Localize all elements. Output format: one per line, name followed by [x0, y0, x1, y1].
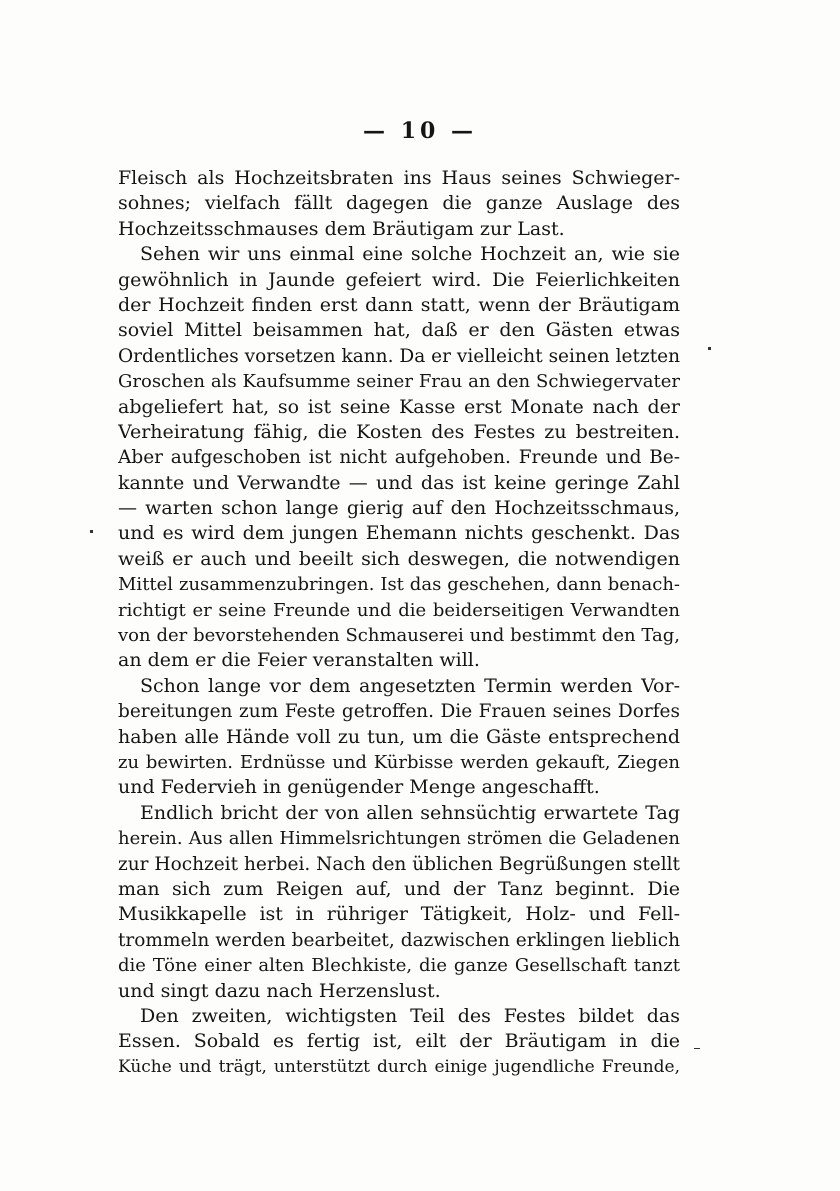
text-line: Sehen wir uns einmal eine solche Hochzeit an, wie sie	[140, 243, 680, 266]
scan-speck	[90, 530, 93, 533]
text-line: an dem er die Feier veranstalten will.	[118, 649, 480, 672]
text-line: Den zweiten, wichtigsten Teil des Festes bildet das	[140, 1004, 680, 1027]
text-line: sohnes; vielfach fällt dagegen die ganze Auslage des	[118, 192, 680, 215]
text-line: Mittel zusammenzubringen. Ist das geschehen, dann benach-	[118, 574, 680, 596]
text-line: Hochzeitsschmauses dem Bräutigam zur Last.	[118, 217, 565, 240]
body-text	[118, 166, 680, 1080]
text-line: Endlich bricht der von allen sehnsüchtig erwartete Tag	[140, 801, 680, 824]
text-line: Küche und trägt, unterstützt durch einige jugendliche Freunde,	[118, 1056, 680, 1077]
text-line: von der bevorstehenden Schmauserei und bestimmt den Tag,	[118, 625, 680, 647]
text-line: weiß er auch und beeilt sich deswegen, die notwendigen	[118, 547, 680, 570]
page-number: — 10 —	[363, 118, 477, 144]
text-line: kannte und Verwandte — und das ist keine geringe Zahl	[118, 471, 680, 494]
text-line: herein. Aus allen Himmelsrichtungen strömen die Geladenen	[118, 828, 680, 850]
text-line: Musikkapelle ist in rühriger Tätigkeit, Holz- und Fell-	[118, 903, 680, 926]
text-line: haben alle Hände voll zu tun, um die Gäste entsprechend	[118, 725, 680, 748]
text-line: zu bewirten. Erdnüsse und Kürbisse werden gekauft, Ziegen	[118, 751, 680, 773]
scan-speck	[708, 347, 711, 350]
text-line: Fleisch als Hochzeitsbraten ins Haus seines Schwieger-	[118, 167, 680, 189]
text-line: zur Hochzeit herbei. Nach den üblichen Begrüßungen stellt	[118, 853, 680, 875]
text-line: Schon lange vor dem angesetzten Termin werden Vor-	[140, 674, 680, 697]
text-line: und Federvieh in genügender Menge angeschafft.	[118, 776, 600, 799]
text-line: Groschen als Kaufsumme seiner Frau an den Schwiegervater	[118, 371, 680, 393]
text-line: — warten schon lange gierig auf den Hochzeitsschmaus,	[118, 497, 680, 520]
text-line: die Töne einer alten Blechkiste, die ganze Gesellschaft tanzt	[118, 955, 680, 977]
text-line: und es wird dem jungen Ehemann nichts geschenkt. Das	[118, 522, 680, 545]
text-line: bereitungen zum Feste getroffen. Die Frauen seines Dorfes	[118, 701, 680, 723]
text-line: und singt dazu nach Herzenslust.	[118, 979, 441, 1002]
text-line: abgeliefert hat, so ist seine Kasse erst Monate nach der	[118, 395, 680, 418]
text-line: man sich zum Reigen auf, und der Tanz beginnt. Die	[118, 877, 680, 900]
text-line: richtigt er seine Freunde und die beiderseitigen Verwandten	[118, 599, 680, 621]
text-line: der Hochzeit finden erst dann statt, wenn der Bräutigam	[118, 293, 680, 316]
text-line: Essen. Sobald es fertig ist, eilt der Bräutigam in die	[118, 1030, 680, 1053]
text-line: Verheiratung fähig, die Kosten des Festes zu bestreiten.	[118, 420, 680, 443]
text-line: trommeln werden bearbeitet, dazwischen erklingen lieblich	[118, 929, 680, 951]
text-line: Aber aufgeschoben ist nicht aufgehoben. Freunde und Be-	[118, 447, 680, 469]
scan-speck	[694, 1048, 700, 1049]
text-line: soviel Mittel beisammen hat, daß er den Gästen etwas	[118, 319, 680, 342]
text-line: Ordentliches vorsetzen kann. Da er vielleicht seinen letzten	[118, 345, 680, 367]
text-line: gewöhnlich in Jaunde gefeiert wird. Die Feierlichkeiten	[118, 268, 680, 291]
